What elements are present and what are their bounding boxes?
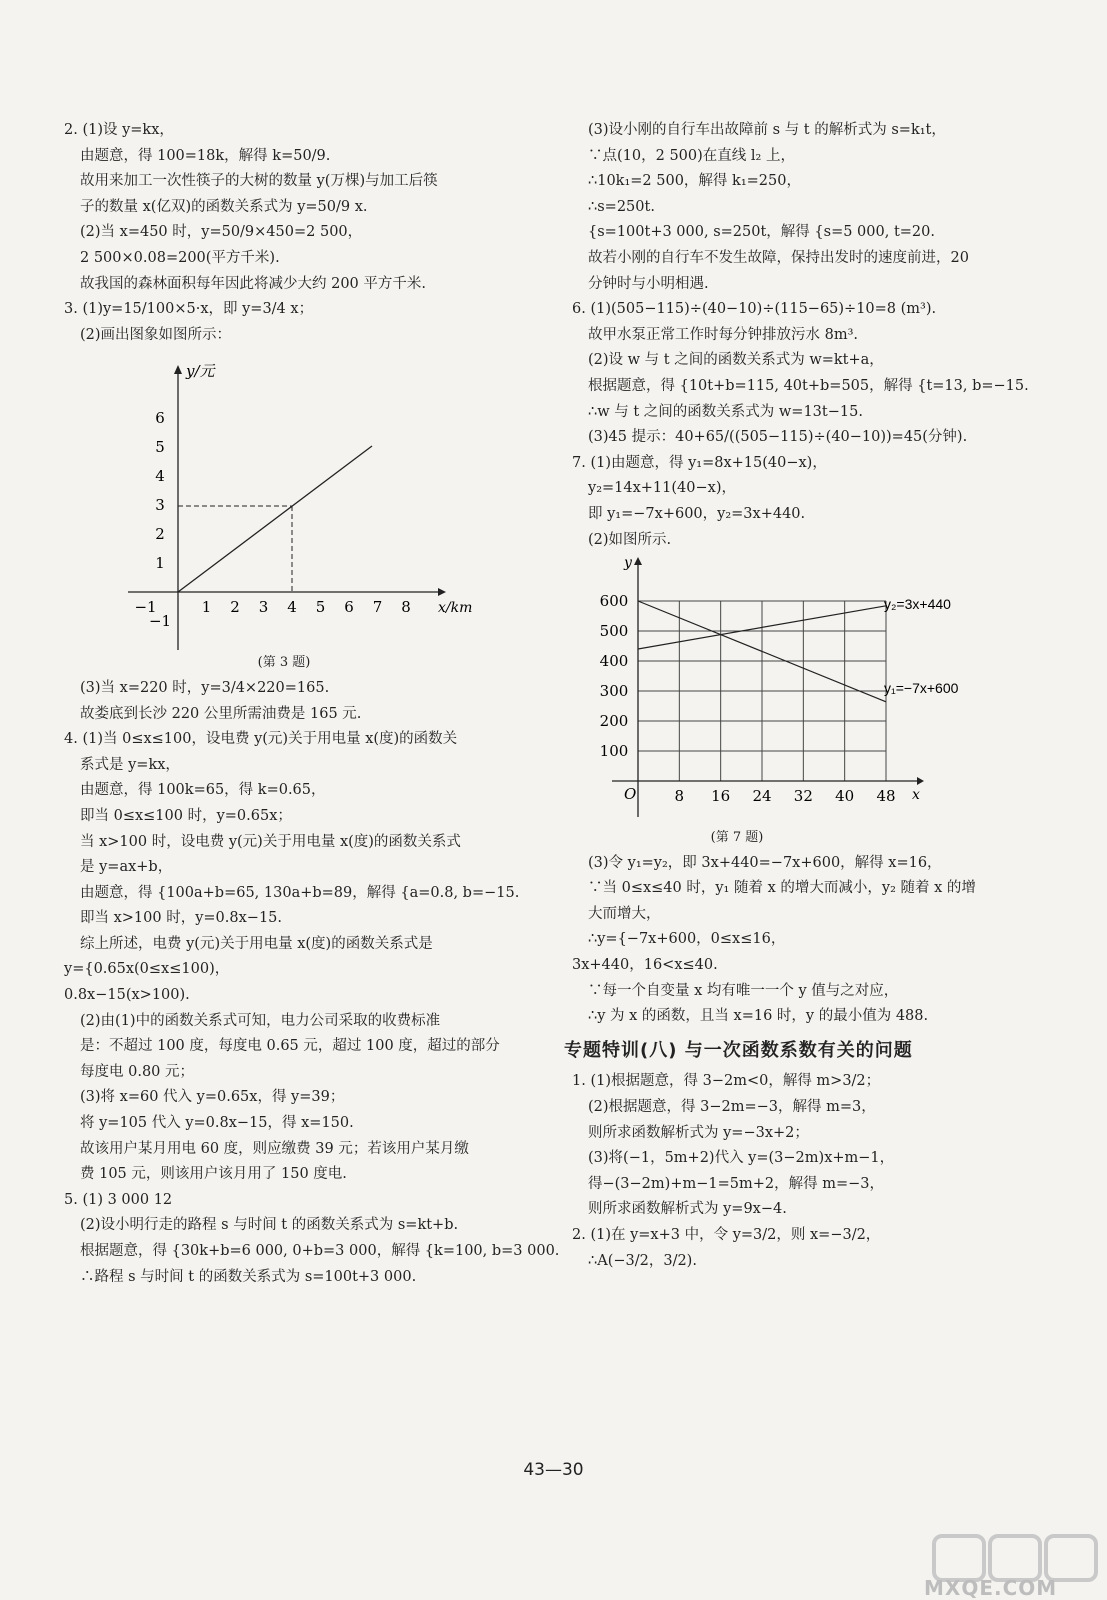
- figure-7-graph: [572, 555, 1012, 825]
- text-line: 4. (1)当 0≤x≤100，设电费 y(元)关于用电量 x(度)的函数关: [64, 731, 458, 748]
- text-line: (3)设小刚的自行车出故障前 s 与 t 的解析式为 s=k₁t，: [588, 122, 946, 138]
- text-line: 将 y=105 代入 y=0.8x−15，得 x=150.: [80, 1115, 354, 1132]
- x-tick-label: 48: [876, 787, 896, 806]
- text-line: 则所求函数解析式为 y=−3x+2；: [588, 1124, 809, 1141]
- text-line: 即当 x>100 时，y=0.8x−15.: [80, 910, 283, 927]
- text-line: (2)由(1)中的函数关系式可知，电力公司采取的收费标准: [80, 1012, 441, 1029]
- figure-3-xlabel: x/km: [438, 600, 473, 617]
- text-line: 当 x>100 时，设电费 y(元)关于用电量 x(度)的函数关系式: [80, 833, 461, 850]
- text-line: 根据题意，得 {30k+b=6 000, 0+b=3 000，解得 {k=100, b=3 000.: [80, 1243, 560, 1259]
- section-heading: 专题特训(八) 与一次函数系数有关的问题: [564, 1039, 913, 1061]
- text-line: 系式是 y=kx，: [80, 756, 180, 773]
- x-tick-label: −1: [134, 598, 157, 617]
- text-line: 1. (1)根据题意，得 3−2m<0，解得 m>3/2；: [572, 1073, 881, 1090]
- y-tick-label: 1: [155, 554, 165, 573]
- text-line: 费 105 元，则该用户该月用了 150 度电.: [80, 1166, 347, 1183]
- text-line: 由题意，得 100k=65，得 k=0.65，: [80, 782, 326, 799]
- x-tick-label: 40: [835, 787, 855, 806]
- text-line: 即当 0≤x≤100 时，y=0.65x；: [80, 807, 292, 824]
- text-line: 3. (1)y=15/100×5·x，即 y=3/4 x；: [64, 301, 314, 318]
- text-line: 每度电 0.80 元；: [80, 1063, 195, 1080]
- x-tick-label: 24: [752, 787, 772, 806]
- figure-3-caption: (第 3 题): [257, 655, 311, 671]
- right-text-block-2: [572, 851, 1012, 1030]
- text-line: 根据题意，得 {10t+b=115, 40t+b=505，解得 {t=13, b=−15.: [588, 377, 1029, 394]
- x-tick-label: 16: [711, 787, 731, 806]
- left-column: [64, 118, 560, 1290]
- text-line: 由题意，得 100=18k，解得 k=50/9.: [80, 147, 331, 164]
- x-tick-label: 32: [793, 787, 813, 806]
- text-line: 故若小刚的自行车不发生故障，保持出发时的速度前进，20: [588, 249, 969, 266]
- text-line: ∴路程 s 与时间 t 的函数关系式为 s=100t+3 000.: [80, 1268, 417, 1285]
- text-line: ∴y 为 x 的函数，且当 x=16 时，y 的最小值为 488.: [588, 1008, 929, 1025]
- text-line: 2 500×0.08=200(平方千米).: [80, 249, 280, 266]
- figure-7-xlabel: x: [912, 787, 920, 804]
- figure-7-label-y1: y₁=−7x+600: [884, 680, 959, 697]
- x-tick-label: 8: [674, 787, 685, 806]
- text-line: (2)根据题意，得 3−2m=−3，解得 m=3，: [588, 1099, 876, 1116]
- right-text-block-3: [572, 1069, 1012, 1274]
- y-tick-label: 300: [599, 682, 629, 701]
- y-tick-label: 500: [599, 622, 629, 641]
- figure-7-origin: O: [624, 785, 637, 804]
- text-line: (2)画出图象如图所示：: [80, 326, 232, 343]
- y-tick-label: 400: [599, 652, 629, 671]
- x-tick-label: 3: [258, 598, 269, 617]
- figure-7-y-ticks: [600, 592, 629, 760]
- text-line: (2)设小明行走的路程 s 与时间 t 的函数关系式为 s=kt+b.: [80, 1217, 459, 1234]
- right-text-block-1: [572, 118, 1029, 553]
- text-line: (3)45 提示：40+65/((505−115)÷(40−10))=45(分钟).: [588, 429, 968, 446]
- x-tick-label: 2: [230, 598, 240, 617]
- text-line: 故娄底到长沙 220 公里所需油费是 165 元.: [80, 705, 362, 722]
- text-line: ∵点(10，2 500)在直线 l₂ 上，: [588, 147, 795, 164]
- text-line: ∵当 0≤x≤40 时，y₁ 随着 x 的增大而减小，y₂ 随着 x 的增: [588, 880, 976, 897]
- text-line: 即 y₁=−7x+600，y₂=3x+440.: [588, 505, 806, 522]
- text-line: 故甲水泵正常工作时每分钟排放污水 8m³.: [588, 326, 859, 343]
- page-number: 43—30: [523, 1460, 584, 1480]
- left-text-block-1: [64, 118, 519, 348]
- text-line: (2)当 x=450 时，y=50/9×450=2 500，: [80, 224, 363, 241]
- text-line: 是：不超过 100 度，每度电 0.65 元，超过 100 度，超过的部分: [80, 1038, 500, 1055]
- text-line: 7. (1)由题意，得 y₁=8x+15(40−x)，: [572, 454, 827, 471]
- left-text-block-2: [64, 676, 560, 1290]
- text-line: 是 y=ax+b，: [80, 859, 173, 876]
- watermark-text: MXQE.COM: [924, 1576, 1058, 1600]
- text-line: 子的数量 x(亿双)的函数关系式为 y=50/9 x.: [80, 198, 368, 215]
- text-line: (3)令 y₁=y₂，即 3x+440=−7x+600，解得 x=16，: [588, 854, 942, 871]
- text-line: (3)当 x=220 时，y=3/4×220=165.: [80, 679, 330, 696]
- text-line: ∴A(−3/2，3/2).: [588, 1252, 697, 1269]
- y-tick-label: 3: [155, 496, 165, 515]
- text-line: {s=100t+3 000, s=250t，解得 {s=5 000, t=20.: [588, 224, 935, 241]
- text-line: ∴w 与 t 之间的函数关系式为 w=13t−15.: [588, 403, 863, 420]
- x-tick-label: 8: [401, 598, 411, 617]
- text-line: 则所求函数解析式为 y=9x−4.: [588, 1201, 787, 1218]
- x-tick-label: 5: [315, 598, 326, 617]
- text-line: 2. (1)设 y=kx，: [64, 122, 174, 138]
- text-line: 大而增大，: [588, 905, 661, 922]
- figure-7-label-y2: y₂=3x+440: [884, 596, 951, 613]
- text-line: 2. (1)在 y=x+3 中，令 y=3/2，则 x=−3/2，: [572, 1227, 881, 1243]
- y-tick-label: −1: [148, 612, 172, 631]
- figure-3-y-ticks: [149, 409, 171, 630]
- text-line: 故该用户某月用电 60 度，则应缴费 39 元；若该用户某月缴: [80, 1140, 469, 1157]
- x-tick-label: 1: [201, 598, 212, 617]
- text-line: 0.8x−15(x>100).: [64, 987, 190, 1004]
- x-tick-label: 6: [344, 598, 354, 617]
- x-tick-label: 7: [372, 598, 383, 617]
- figure-7-x-ticks: [675, 787, 896, 805]
- text-line: 故用来加工一次性筷子的大树的数量 y(万棵)与加工后筷: [80, 173, 438, 190]
- y-tick-label: 100: [599, 742, 629, 761]
- y-tick-label: 4: [155, 467, 165, 486]
- text-line: (2)设 w 与 t 之间的函数关系式为 w=kt+a，: [588, 352, 884, 369]
- y-tick-label: 200: [599, 712, 629, 731]
- text-line: 得−(3−2m)+m−1=5m+2，解得 m=−3，: [588, 1175, 884, 1192]
- text-line: 3x+440，16<x≤40.: [572, 957, 718, 974]
- text-line: 综上所述，电费 y(元)关于用电量 x(度)的函数关系式是: [80, 935, 433, 952]
- figure-3-ylabel: y/元: [186, 362, 215, 381]
- x-tick-label: 4: [287, 598, 297, 617]
- text-line: 分钟时与小明相遇.: [588, 275, 709, 292]
- figure-7-ylabel: y: [624, 555, 632, 572]
- text-line: (3)将(−1，5m+2)代入 y=(3−2m)x+m−1，: [588, 1150, 895, 1167]
- text-line: y={0.65x(0≤x≤100)，: [64, 961, 230, 978]
- text-line: y₂=14x+11(40−x)，: [588, 480, 736, 497]
- text-line: (2)如图所示.: [588, 531, 672, 548]
- y-tick-label: 5: [155, 438, 165, 457]
- text-line: (3)将 x=60 代入 y=0.65x，得 y=39；: [80, 1089, 345, 1106]
- text-line: 5. (1) 3 000 12: [64, 1191, 173, 1208]
- y-tick-label: 6: [155, 409, 165, 428]
- figure-7-caption: (第 7 题): [710, 830, 764, 846]
- text-line: ∵每一个自变量 x 均有唯一一个 y 值与之对应，: [588, 982, 899, 999]
- text-line: ∴s=250t.: [588, 198, 655, 215]
- text-line: ∴y={−7x+600，0≤x≤16，: [588, 931, 786, 948]
- right-column: [564, 118, 1029, 1274]
- text-line: ∴10k₁=2 500，解得 k₁=250，: [588, 173, 801, 190]
- figure-3-x-ticks: [134, 598, 410, 616]
- text-line: 由题意，得 {100a+b=65, 130a+b=89，解得 {a=0.8, b=−15.: [80, 884, 520, 901]
- text-line: 故我国的森林面积每年因此将减少大约 200 平方千米.: [80, 275, 427, 292]
- y-tick-label: 2: [155, 525, 165, 544]
- y-tick-label: 600: [599, 592, 629, 611]
- text-line: 6. (1)(505−115)÷(40−10)÷(115−65)÷10=8 (m³).: [572, 301, 937, 318]
- figure-3-graph: [64, 350, 504, 650]
